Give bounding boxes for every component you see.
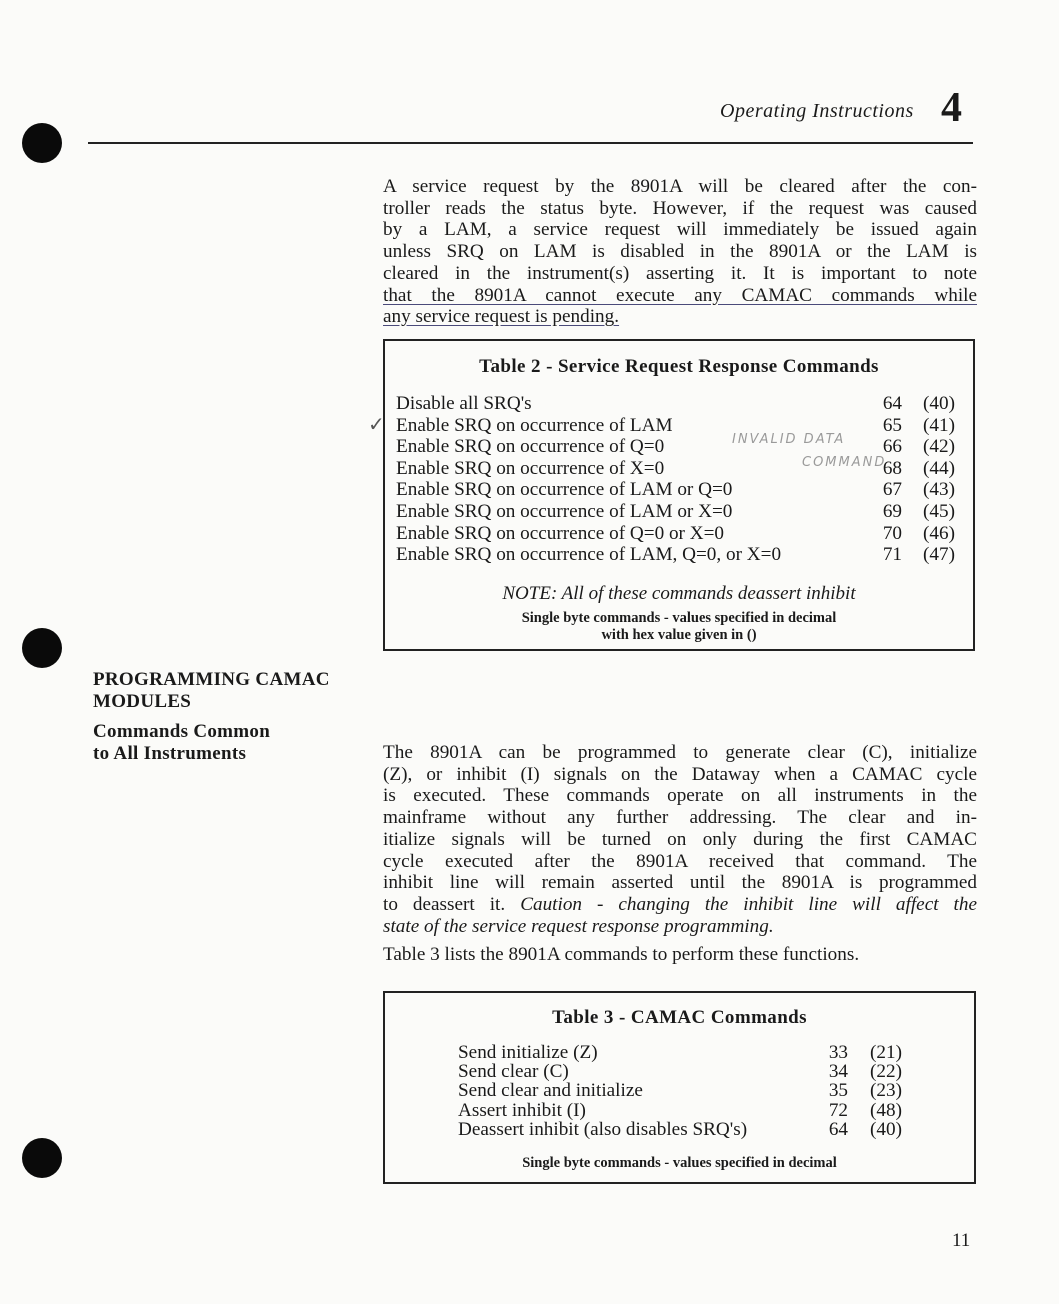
intro-paragraph [383, 176, 977, 328]
text-line: unless SRQ on LAM is disabled in the 8901A or the LAM is [383, 241, 977, 263]
underlined-text-line: any service request is pending. [383, 306, 620, 328]
command-label: Enable SRQ on occurrence of LAM [396, 414, 673, 436]
body-paragraph [383, 742, 977, 937]
decimal-value: 35 [828, 1080, 848, 1102]
table-2-title: Table 2 - Service Request Response Commands [479, 356, 879, 377]
decimal-value: 64 [882, 393, 902, 414]
text-line: cleared in the instrument(s) asserting it. It is important to note [383, 262, 977, 284]
text-line: to deassert it. Caution - changing the inhibit line will affect the [383, 893, 977, 915]
decimal-value: 67 [882, 479, 902, 501]
command-label: Enable SRQ on occurrence of LAM or X=0 [396, 501, 733, 522]
decimal-value: 64 [828, 1118, 848, 1140]
command-label: Deassert inhibit (also disables SRQ's) [458, 1118, 748, 1140]
hex-value: (47) [923, 544, 955, 566]
table-3-title: Table 3 - CAMAC Commands [552, 1007, 807, 1028]
hex-value: (43) [923, 479, 955, 501]
command-label: Enable SRQ on occurrence of Q=0 [396, 436, 665, 458]
hex-value: (22) [870, 1061, 902, 1083]
binder-hole [22, 628, 62, 668]
command-label: Enable SRQ on occurrence of Q=0 or X=0 [396, 522, 725, 544]
text-line: mainframe without any further addressing. The clear and in- [383, 807, 977, 829]
command-label: Enable SRQ on occurrence of X=0 [396, 457, 665, 479]
table-3 [383, 991, 976, 1184]
table-reference: Table 3 lists the 8901A commands to perform these functions. [383, 944, 860, 965]
handwritten-note: COMMAND [802, 455, 887, 470]
table-2 [383, 339, 975, 651]
decimal-value: 71 [882, 544, 902, 566]
table-row [396, 544, 955, 566]
hex-value: (21) [870, 1042, 902, 1063]
table-2-note: NOTE: All of these commands deassert inhibit [502, 583, 856, 604]
binder-hole [22, 123, 62, 163]
text-line: troller reads the status byte. However, if the request was caused [383, 197, 977, 219]
subsection-heading: Commands Common to All Instruments [93, 721, 271, 764]
table-row [458, 1119, 902, 1141]
command-label: Send clear (C) [458, 1061, 569, 1083]
hex-value: (40) [870, 1118, 902, 1140]
header-rule [88, 142, 973, 144]
decimal-value: 72 [828, 1099, 848, 1121]
command-label: Send initialize (Z) [458, 1042, 598, 1063]
decimal-value: 34 [828, 1061, 848, 1083]
table-row [396, 415, 955, 437]
table-2-footnote: with hex value given in () [601, 627, 757, 643]
hex-value: (42) [923, 436, 955, 458]
text-line: The 8901A can be programmed to generate clear (C), initialize [383, 742, 977, 763]
running-header: Operating Instructions [720, 100, 914, 122]
table-row [396, 523, 955, 545]
text-line: state of the service request response programming. [383, 915, 774, 937]
text-line: by a LAM, a service request will immediately be issued again [383, 219, 977, 241]
hex-value: (40) [923, 393, 955, 414]
table-row [396, 479, 955, 501]
checkmark-icon: ✓ [368, 414, 385, 436]
decimal-value: 66 [882, 436, 902, 458]
binder-hole [22, 1138, 62, 1178]
command-label: Enable SRQ on occurrence of LAM or Q=0 [396, 479, 733, 501]
hex-value: (45) [923, 501, 955, 522]
hex-value: (48) [870, 1099, 902, 1121]
command-label: Send clear and initialize [458, 1080, 643, 1102]
decimal-value: 69 [882, 501, 902, 522]
command-label: Assert inhibit (I) [458, 1099, 586, 1121]
hex-value: (46) [923, 522, 955, 544]
page-number: 11 [952, 1230, 971, 1251]
command-label: Enable SRQ on occurrence of LAM, Q=0, or X=0 [396, 544, 782, 566]
table-row [396, 393, 955, 415]
text-line: (Z), or inhibit (I) signals on the Dataway when a CAMAC cycle [383, 763, 977, 785]
hex-value: (23) [870, 1080, 902, 1102]
table-3-footnote: Single byte commands - values specified in decimal [522, 1155, 837, 1171]
decimal-value: 33 [828, 1042, 848, 1063]
chapter-number: 4 [941, 85, 962, 131]
text-line: is executed. These commands operate on all instruments in the [383, 785, 977, 807]
underlined-text-line: that the 8901A cannot execute any CAMAC commands while [383, 284, 977, 306]
text-line: A service request by the 8901A will be cleared after the con- [383, 176, 977, 197]
text-line: itialize signals will be turned on only during the first CAMAC [383, 828, 977, 850]
table-row [396, 501, 955, 523]
hex-value: (44) [923, 457, 955, 479]
text-line: cycle executed after the 8901A received that command. The [383, 850, 977, 872]
table-2-footnote: Single byte commands - values specified in decimal [521, 610, 837, 626]
decimal-value: 70 [882, 522, 902, 544]
command-label: Disable all SRQ's [396, 393, 532, 414]
handwritten-note: INVALID DATA [732, 432, 846, 447]
hex-value: (41) [923, 414, 955, 436]
decimal-value: 65 [882, 414, 902, 436]
section-heading: PROGRAMMING CAMAC MODULES [93, 669, 330, 712]
text-line: inhibit line will remain asserted until the 8901A is programmed [383, 872, 977, 894]
decimal-value: 68 [882, 457, 902, 479]
